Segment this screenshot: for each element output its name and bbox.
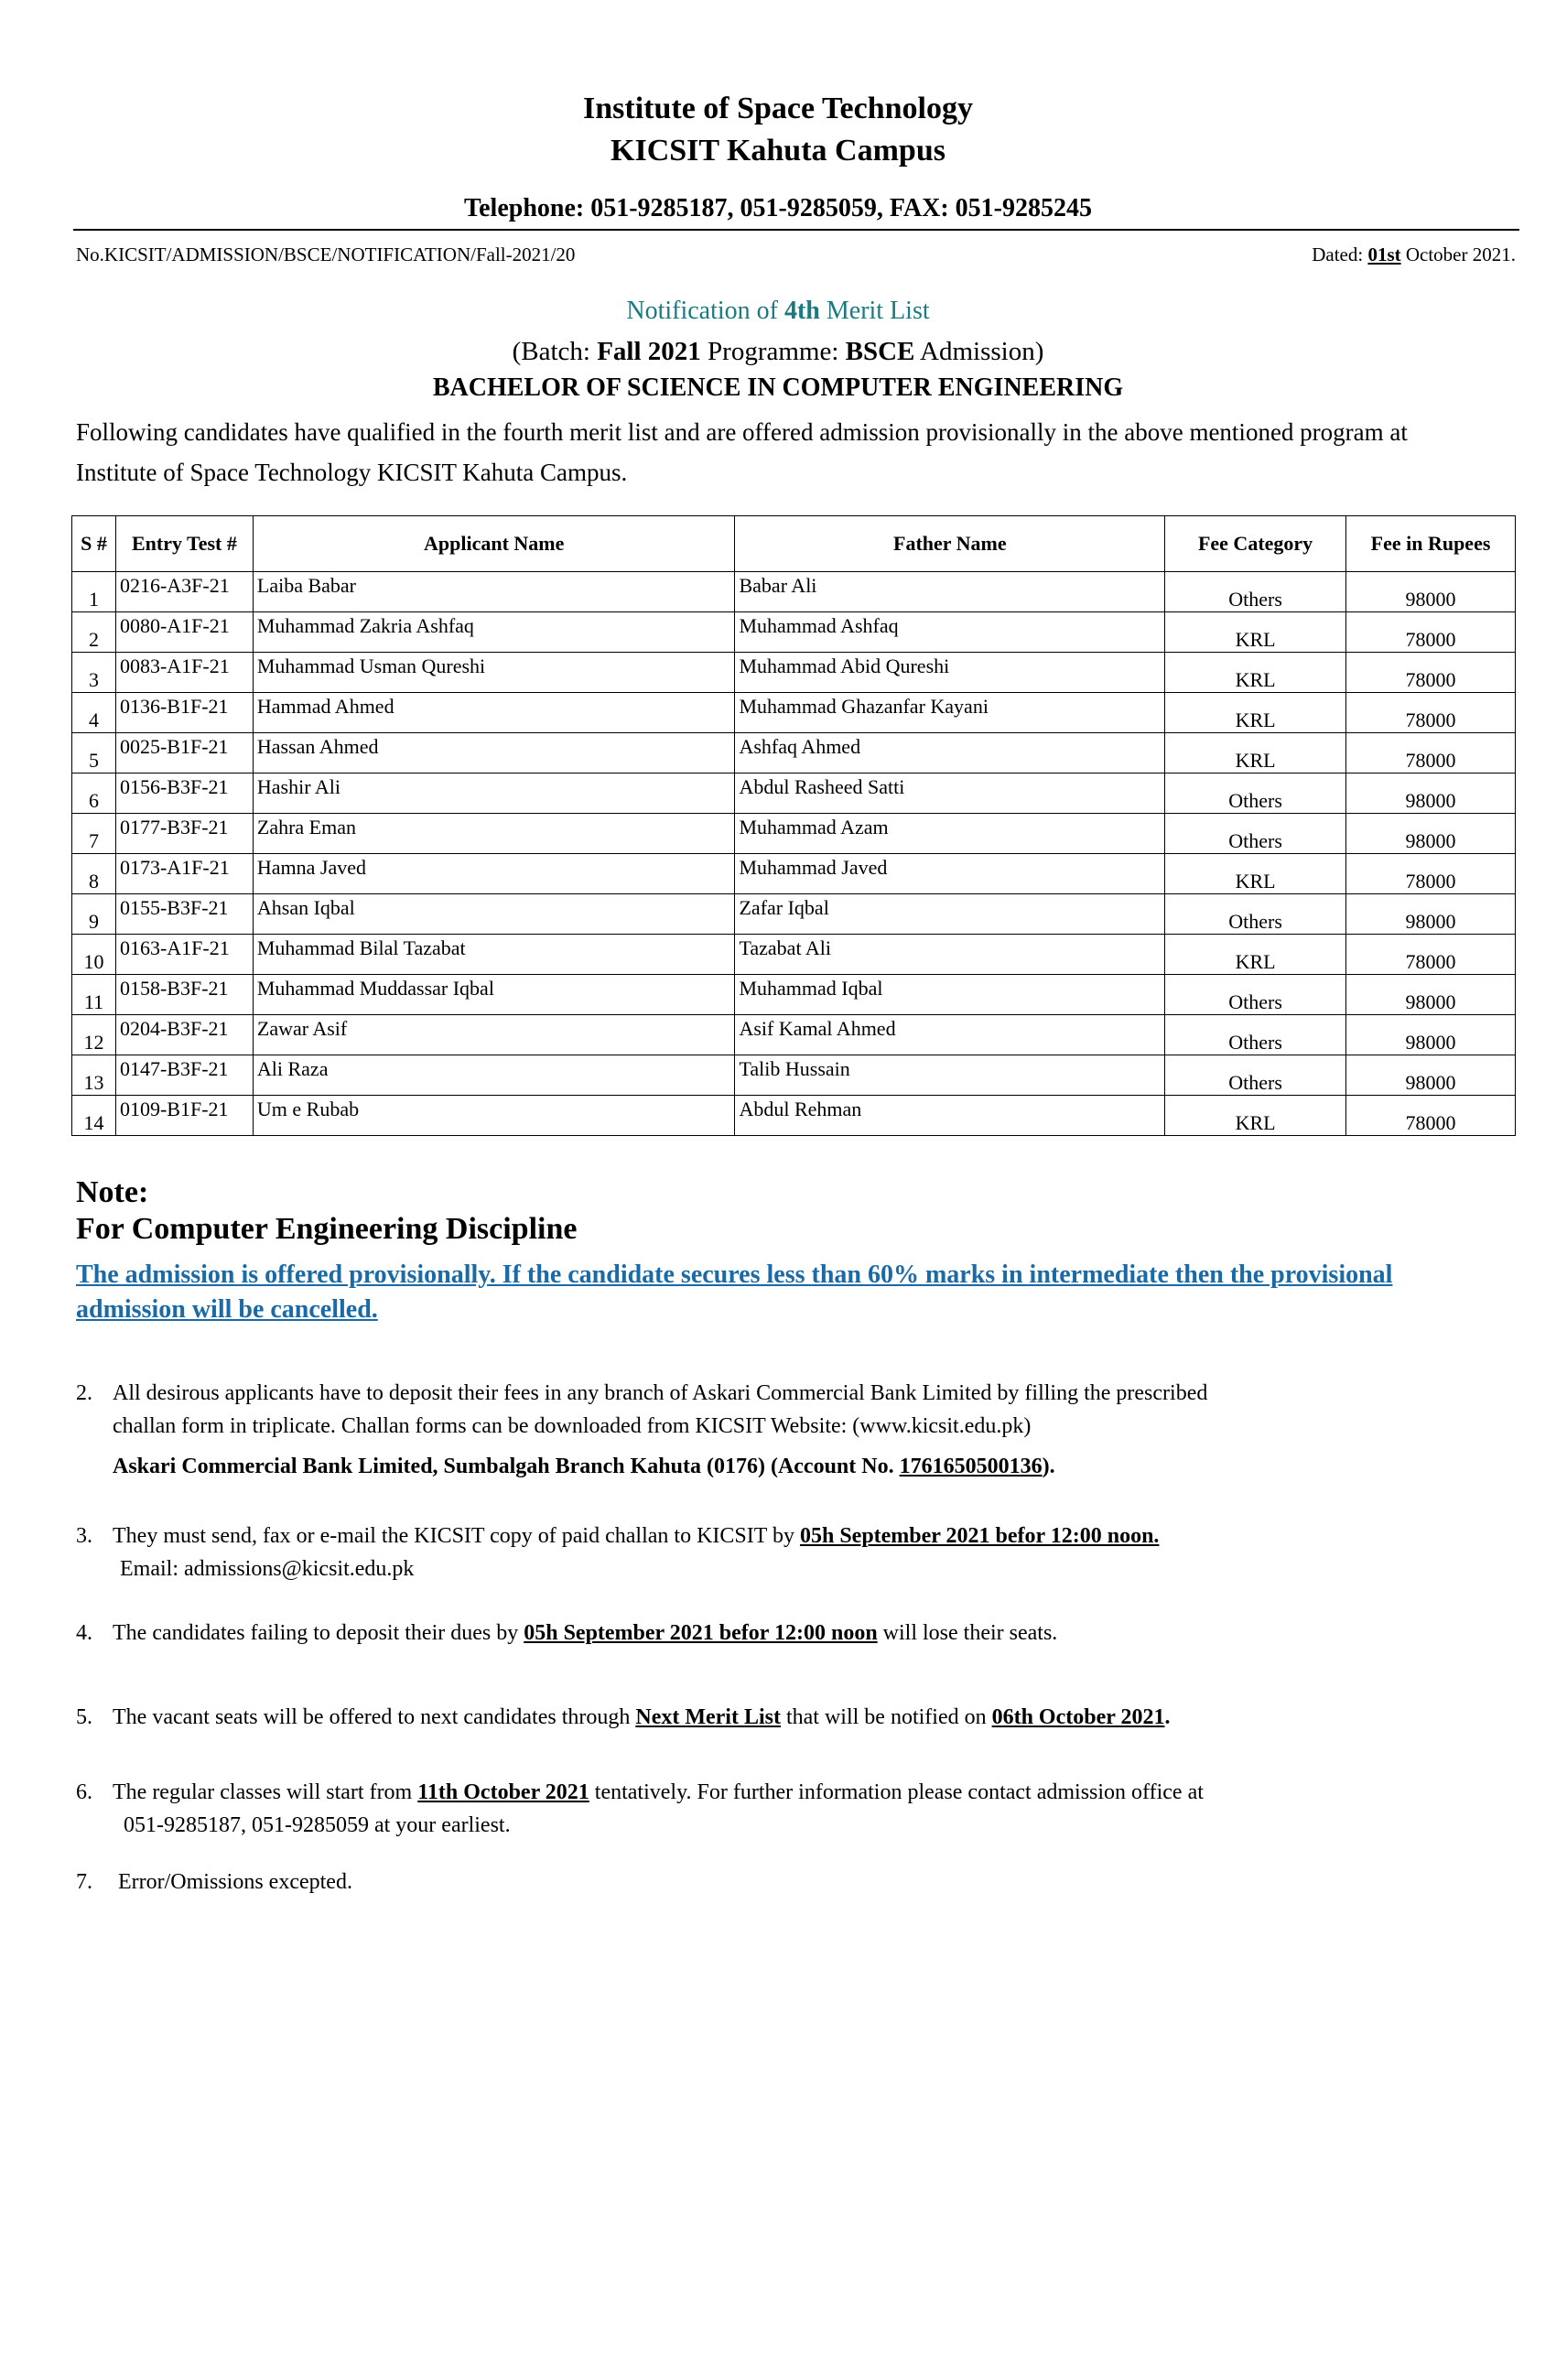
cell-applicant-name: Muhammad Zakria Ashfaq	[253, 612, 735, 653]
cell-fee-rupees: 78000	[1346, 693, 1516, 733]
instruction-4-deadline: 05h September 2021 befor 12:00 noon	[524, 1621, 878, 1645]
cell-sno: 7	[72, 814, 116, 854]
instruction-5-end: .	[1164, 1705, 1171, 1729]
admissions-email: Email: admissions@kicsit.edu.pk	[120, 1557, 415, 1581]
intro-paragraph: Following candidates have qualified in the fourth merit list and are offered admission provisionally in the above mentioned program at Institute of Space Technology KICSIT Kahuta Campus.	[76, 418, 1408, 486]
reference-number: No.KICSIT/ADMISSION/BSCE/NOTIFICATION/Fall-2021/20	[76, 243, 576, 265]
cell-sno: 1	[72, 572, 116, 612]
table-row	[72, 935, 1516, 975]
cell-father-name: Muhammad Azam	[735, 814, 1165, 854]
instruction-4	[76, 1617, 1057, 1650]
batch-line	[0, 337, 1556, 367]
instruction-5	[76, 1701, 1170, 1734]
cell-fee-rupees: 78000	[1346, 612, 1516, 653]
col-header-entry-test: Entry Test #	[115, 516, 253, 572]
table-row	[72, 1055, 1516, 1096]
bank-name: Askari Commercial Bank Limited, Sumbalgah Branch Kahuta (0176) (Account No.	[113, 1455, 900, 1478]
item-number: 2.	[76, 1381, 92, 1405]
table-header-row	[72, 516, 1516, 572]
cell-fee-category: KRL	[1165, 693, 1346, 733]
cell-fee-category: KRL	[1165, 854, 1346, 894]
programme-value: BSCE	[845, 337, 915, 366]
cell-fee-category: KRL	[1165, 935, 1346, 975]
degree-title: BACHELOR OF SCIENCE IN COMPUTER ENGINEERING	[432, 373, 1124, 402]
cell-entry-test: 0216-A3F-21	[115, 572, 253, 612]
notif-prefix: Notification of	[626, 297, 784, 325]
cell-applicant-name: Hashir Ali	[253, 774, 735, 814]
dated-suffix: October 2021.	[1400, 243, 1516, 265]
cell-father-name: Muhammad Ghazanfar Kayani	[735, 693, 1165, 733]
table-row	[72, 612, 1516, 653]
programme-label: Programme:	[700, 337, 846, 366]
instruction-7	[76, 1866, 352, 1899]
cell-sno: 8	[72, 854, 116, 894]
cell-entry-test: 0080-A1F-21	[115, 612, 253, 653]
cell-entry-test: 0025-B1F-21	[115, 733, 253, 774]
table-row	[72, 1096, 1516, 1136]
cell-fee-rupees: 98000	[1346, 814, 1516, 854]
cell-fee-category: Others	[1165, 814, 1346, 854]
cell-entry-test: 0204-B3F-21	[115, 1015, 253, 1055]
instruction-5-text: The vacant seats will be offered to next candidates through	[113, 1705, 636, 1729]
next-list-date: 06th October 2021	[991, 1705, 1165, 1729]
cell-fee-rupees: 98000	[1346, 975, 1516, 1015]
col-header-father-name: Father Name	[735, 516, 1165, 572]
batch-value: Fall 2021	[597, 337, 701, 366]
cell-applicant-name: Muhammad Usman Qureshi	[253, 653, 735, 693]
cell-fee-rupees: 78000	[1346, 653, 1516, 693]
next-merit-list: Next Merit List	[635, 1705, 781, 1729]
cell-entry-test: 0083-A1F-21	[115, 653, 253, 693]
cell-fee-rupees: 98000	[1346, 1055, 1516, 1096]
instruction-3-deadline: 05h September 2021 befor 12:00 noon.	[799, 1524, 1160, 1548]
cell-applicant-name: Ahsan Iqbal	[253, 894, 735, 935]
cell-sno: 11	[72, 975, 116, 1015]
cell-applicant-name: Hamna Javed	[253, 854, 735, 894]
cell-applicant-name: Hassan Ahmed	[253, 733, 735, 774]
cell-sno: 9	[72, 894, 116, 935]
cell-entry-test: 0158-B3F-21	[115, 975, 253, 1015]
item-number: 7.	[76, 1870, 92, 1894]
cell-applicant-name: Laiba Babar	[253, 572, 735, 612]
cell-father-name: Abdul Rasheed Satti	[735, 774, 1165, 814]
cell-father-name: Abdul Rehman	[735, 1096, 1165, 1136]
cell-father-name: Muhammad Ashfaq	[735, 612, 1165, 653]
instruction-6	[76, 1776, 1204, 1842]
cell-fee-rupees: 78000	[1346, 733, 1516, 774]
table-row	[72, 814, 1516, 854]
cell-sno: 14	[72, 1096, 116, 1136]
batch-close: Admission)	[914, 337, 1044, 366]
instruction-7-text: Error/Omissions excepted.	[118, 1870, 352, 1894]
cell-father-name: Asif Kamal Ahmed	[735, 1015, 1165, 1055]
cell-fee-category: Others	[1165, 894, 1346, 935]
cell-fee-category: Others	[1165, 1015, 1346, 1055]
cell-father-name: Muhammad Abid Qureshi	[735, 653, 1165, 693]
instruction-2	[76, 1377, 1207, 1483]
merit-list-table	[71, 515, 1516, 1136]
classes-start-date: 11th October 2021	[417, 1780, 589, 1804]
telephone-line: Telephone: 051-9285187, 051-9285059, FAX: 051-9285245	[464, 194, 1092, 222]
cell-applicant-name: Muhammad Muddassar Iqbal	[253, 975, 735, 1015]
note-discipline: For Computer Engineering Discipline	[76, 1212, 578, 1246]
cell-entry-test: 0147-B3F-21	[115, 1055, 253, 1096]
cell-sno: 5	[72, 733, 116, 774]
cell-sno: 2	[72, 612, 116, 653]
item-number: 5.	[76, 1705, 92, 1729]
cell-fee-category: Others	[1165, 572, 1346, 612]
col-header-fee-rupees: Fee in Rupees	[1346, 516, 1516, 572]
instruction-3-text: They must send, fax or e-mail the KICSIT copy of paid challan to KICSIT by	[113, 1524, 800, 1548]
cell-applicant-name: Ali Raza	[253, 1055, 735, 1096]
account-number: 1761650500136	[899, 1455, 1043, 1478]
item-number: 3.	[76, 1524, 92, 1548]
instruction-6-end: tentatively. For further information please contact admission office at	[589, 1780, 1204, 1804]
notif-suffix: Merit List	[819, 297, 930, 325]
instruction-5-mid: that will be notified on	[780, 1705, 992, 1729]
instruction-6-text: The regular classes will start from	[113, 1780, 418, 1804]
cell-sno: 6	[72, 774, 116, 814]
cell-father-name: Tazabat Ali	[735, 935, 1165, 975]
notification-heading	[0, 297, 1556, 326]
cell-sno: 12	[72, 1015, 116, 1055]
table-row	[72, 854, 1516, 894]
table-row	[72, 572, 1516, 612]
cell-father-name: Zafar Iqbal	[735, 894, 1165, 935]
cell-applicant-name: Hammad Ahmed	[253, 693, 735, 733]
cell-fee-rupees: 98000	[1346, 894, 1516, 935]
col-header-applicant-name: Applicant Name	[253, 516, 735, 572]
cell-fee-rupees: 78000	[1346, 935, 1516, 975]
dated-prefix: Dated:	[1312, 243, 1368, 265]
cell-father-name: Muhammad Javed	[735, 854, 1165, 894]
cell-sno: 3	[72, 653, 116, 693]
cell-fee-category: KRL	[1165, 1096, 1346, 1136]
cell-fee-rupees: 98000	[1346, 1015, 1516, 1055]
cell-fee-rupees: 78000	[1346, 1096, 1516, 1136]
merit-table-body	[72, 572, 1516, 1136]
cell-applicant-name: Zawar Asif	[253, 1015, 735, 1055]
cell-fee-rupees: 98000	[1346, 572, 1516, 612]
date-line	[1312, 243, 1516, 266]
header-divider	[73, 229, 1519, 231]
cell-fee-rupees: 98000	[1346, 774, 1516, 814]
instruction-3	[76, 1520, 1159, 1585]
item-number: 4.	[76, 1621, 92, 1645]
cell-entry-test: 0173-A1F-21	[115, 854, 253, 894]
cell-entry-test: 0109-B1F-21	[115, 1096, 253, 1136]
bank-end: ).	[1042, 1455, 1055, 1478]
cell-fee-category: KRL	[1165, 733, 1346, 774]
cell-fee-category: Others	[1165, 1055, 1346, 1096]
instruction-4-text: The candidates failing to deposit their dues by	[113, 1621, 524, 1645]
notif-ordinal: 4th	[783, 297, 820, 325]
cell-fee-category: KRL	[1165, 612, 1346, 653]
batch-open: (Batch:	[512, 337, 598, 366]
table-row	[72, 693, 1516, 733]
cell-fee-rupees: 78000	[1346, 854, 1516, 894]
cell-applicant-name: Muhammad Bilal Tazabat	[253, 935, 735, 975]
cell-father-name: Talib Hussain	[735, 1055, 1165, 1096]
col-header-fee-category: Fee Category	[1165, 516, 1346, 572]
item-number: 6.	[76, 1780, 92, 1804]
cell-applicant-name: Zahra Eman	[253, 814, 735, 854]
cell-sno: 4	[72, 693, 116, 733]
cell-entry-test: 0156-B3F-21	[115, 774, 253, 814]
cell-entry-test: 0163-A1F-21	[115, 935, 253, 975]
cell-entry-test: 0136-B1F-21	[115, 693, 253, 733]
instruction-2-text-cont: challan form in triplicate. Challan forms can be downloaded from KICSIT Website: (www.kicsit.edu.pk)	[113, 1414, 1032, 1438]
cell-father-name: Muhammad Iqbal	[735, 975, 1165, 1015]
cell-fee-category: KRL	[1165, 653, 1346, 693]
dated-day: 01st	[1367, 243, 1401, 265]
cell-entry-test: 0177-B3F-21	[115, 814, 253, 854]
table-row	[72, 774, 1516, 814]
cell-fee-category: Others	[1165, 975, 1346, 1015]
table-row	[72, 733, 1516, 774]
table-row	[72, 1015, 1516, 1055]
cell-applicant-name: Um e Rubab	[253, 1096, 735, 1136]
cell-fee-category: Others	[1165, 774, 1346, 814]
cell-sno: 13	[72, 1055, 116, 1096]
cell-entry-test: 0155-B3F-21	[115, 894, 253, 935]
provisional-warning: The admission is offered provisionally. If the candidate secures less than 60% marks in intermediate then the provisional admission will be cancelled.	[76, 1260, 1393, 1324]
campus-title: KICSIT Kahuta Campus	[611, 134, 945, 168]
cell-sno: 10	[72, 935, 116, 975]
contact-phones: 051-9285187, 051-9285059 at your earliest.	[124, 1813, 511, 1837]
table-row	[72, 894, 1516, 935]
col-header-sno: S #	[72, 516, 116, 572]
table-row	[72, 653, 1516, 693]
cell-father-name: Babar Ali	[735, 572, 1165, 612]
institute-title: Institute of Space Technology	[583, 92, 973, 125]
cell-father-name: Ashfaq Ahmed	[735, 733, 1165, 774]
bank-account-line	[76, 1450, 1207, 1483]
table-row	[72, 975, 1516, 1015]
instruction-4-end: will lose their seats.	[877, 1621, 1058, 1645]
instruction-2-text: All desirous applicants have to deposit their fees in any branch of Askari Commercial Bank Limited by filling the prescribed	[113, 1381, 1208, 1405]
note-heading: Note:	[76, 1175, 149, 1209]
